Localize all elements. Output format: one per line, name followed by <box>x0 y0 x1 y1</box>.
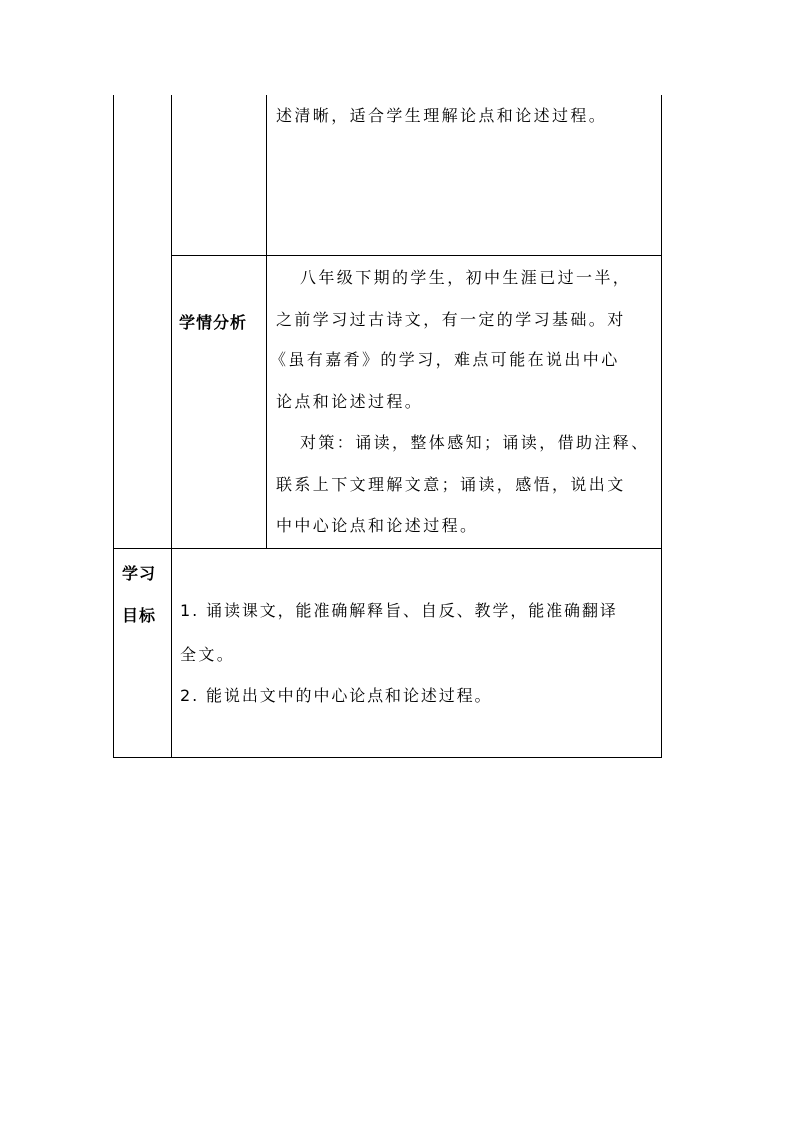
analysis-para1-line3: 《虽有嘉肴》的学习，难点可能在说出中心 <box>270 350 620 369</box>
row-divider-middle <box>113 548 662 549</box>
table-bottom-border <box>113 757 662 758</box>
student-analysis-label: 学情分析 <box>179 313 248 332</box>
table-left-border <box>113 95 114 758</box>
analysis-para2-line3: 中中心论点和论述过程。 <box>276 516 479 535</box>
goal-1-line1: 1. 诵读课文，能准确解释旨、自反、教学，能准确翻译 <box>180 601 618 620</box>
analysis-para1-line1: 八年级下期的学生，初中生涯已过一半， <box>300 268 632 287</box>
analysis-para1-line2: 之前学习过古诗文，有一定的学习基础。对 <box>276 310 626 329</box>
analysis-para1-line4: 论点和论述过程。 <box>276 392 424 411</box>
table-right-border <box>661 95 662 758</box>
column-divider-2 <box>266 95 267 549</box>
row-divider-top <box>171 255 662 256</box>
learning-goals-label-line2: 目标 <box>122 606 157 625</box>
column-divider-1 <box>171 95 172 758</box>
goal-2: 2. 能说出文中的中心论点和论述过程。 <box>180 686 493 705</box>
learning-goals-label-line1: 学习 <box>122 564 157 583</box>
goal-1-line2: 全文。 <box>180 645 236 664</box>
analysis-para2-line1: 对策：诵读，整体感知；诵读，借助注释、 <box>300 433 650 452</box>
top-row-text-line: 述清晰，适合学生理解论点和论述过程。 <box>276 106 608 125</box>
analysis-para2-line2: 联系上下文理解文意；诵读，感悟，说出文 <box>276 475 626 494</box>
